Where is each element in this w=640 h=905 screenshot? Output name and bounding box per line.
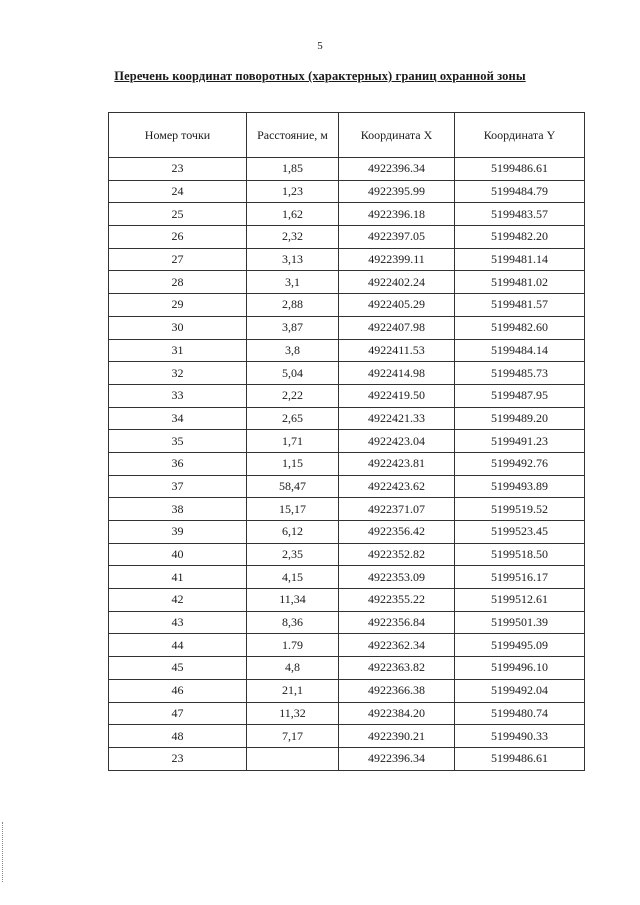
cell-coordinate-y: 5199519.52 — [455, 498, 585, 521]
cell-point-number: 32 — [109, 362, 247, 385]
cell-coordinate-y: 5199484.79 — [455, 180, 585, 203]
cell-distance: 4,15 — [247, 566, 339, 589]
cell-distance: 6,12 — [247, 521, 339, 544]
cell-coordinate-x: 4922411.53 — [339, 339, 455, 362]
cell-distance: 1,15 — [247, 452, 339, 475]
cell-point-number: 44 — [109, 634, 247, 657]
cell-coordinate-x: 4922419.50 — [339, 384, 455, 407]
cell-coordinate-y: 5199518.50 — [455, 543, 585, 566]
cell-point-number: 40 — [109, 543, 247, 566]
cell-point-number: 23 — [109, 158, 247, 181]
table-row — [109, 498, 585, 521]
cell-point-number: 43 — [109, 611, 247, 634]
cell-point-number: 26 — [109, 226, 247, 249]
cell-distance: 1.79 — [247, 634, 339, 657]
cell-coordinate-y: 5199516.17 — [455, 566, 585, 589]
header-point-number: Номер точки — [109, 113, 247, 158]
cell-coordinate-x: 4922407.98 — [339, 316, 455, 339]
cell-point-number: 29 — [109, 294, 247, 317]
table-row — [109, 634, 585, 657]
cell-point-number: 23 — [109, 747, 247, 770]
cell-distance: 3,1 — [247, 271, 339, 294]
cell-coordinate-y: 5199493.89 — [455, 475, 585, 498]
cell-coordinate-y: 5199482.60 — [455, 316, 585, 339]
table-row — [109, 430, 585, 453]
cell-point-number: 28 — [109, 271, 247, 294]
cell-point-number: 24 — [109, 180, 247, 203]
header-distance: Расстояние, м — [247, 113, 339, 158]
cell-coordinate-y: 5199483.57 — [455, 203, 585, 226]
cell-coordinate-y: 5199492.76 — [455, 452, 585, 475]
cell-distance: 1,71 — [247, 430, 339, 453]
cell-coordinate-y: 5199481.14 — [455, 248, 585, 271]
cell-coordinate-x: 4922423.04 — [339, 430, 455, 453]
cell-point-number: 33 — [109, 384, 247, 407]
coordinates-table — [108, 112, 585, 771]
cell-distance: 3,87 — [247, 316, 339, 339]
table-row — [109, 294, 585, 317]
cell-coordinate-x: 4922363.82 — [339, 657, 455, 680]
cell-coordinate-x: 4922423.62 — [339, 475, 455, 498]
cell-distance: 2,22 — [247, 384, 339, 407]
cell-coordinate-y: 5199485.73 — [455, 362, 585, 385]
cell-point-number: 46 — [109, 679, 247, 702]
cell-coordinate-x: 4922421.33 — [339, 407, 455, 430]
cell-distance: 11,34 — [247, 589, 339, 612]
table-row — [109, 384, 585, 407]
cell-point-number: 47 — [109, 702, 247, 725]
page-number: 5 — [317, 40, 323, 52]
table-row — [109, 611, 585, 634]
table-row — [109, 543, 585, 566]
table-header-row — [109, 113, 585, 158]
cell-point-number: 37 — [109, 475, 247, 498]
cell-coordinate-y: 5199490.33 — [455, 725, 585, 748]
cell-coordinate-x: 4922414.98 — [339, 362, 455, 385]
header-coordinate-x: Координата X — [339, 113, 455, 158]
cell-coordinate-y: 5199486.61 — [455, 158, 585, 181]
cell-point-number: 35 — [109, 430, 247, 453]
cell-coordinate-x: 4922396.18 — [339, 203, 455, 226]
cell-coordinate-y: 5199501.39 — [455, 611, 585, 634]
table-row — [109, 203, 585, 226]
cell-coordinate-y: 5199489.20 — [455, 407, 585, 430]
table-row — [109, 271, 585, 294]
cell-coordinate-x: 4922366.38 — [339, 679, 455, 702]
table-row — [109, 339, 585, 362]
cell-point-number: 45 — [109, 657, 247, 680]
cell-point-number: 34 — [109, 407, 247, 430]
table-row — [109, 226, 585, 249]
cell-coordinate-x: 4922390.21 — [339, 725, 455, 748]
cell-distance: 1,85 — [247, 158, 339, 181]
table-row — [109, 657, 585, 680]
cell-coordinate-y: 5199495.09 — [455, 634, 585, 657]
table-row — [109, 589, 585, 612]
cell-coordinate-x: 4922397.05 — [339, 226, 455, 249]
cell-coordinate-y: 5199481.02 — [455, 271, 585, 294]
cell-distance: 2,65 — [247, 407, 339, 430]
cell-distance: 2,88 — [247, 294, 339, 317]
cell-distance: 4,8 — [247, 657, 339, 680]
cell-coordinate-y: 5199491.23 — [455, 430, 585, 453]
cell-point-number: 42 — [109, 589, 247, 612]
cell-distance: 8,36 — [247, 611, 339, 634]
cell-coordinate-x: 4922396.34 — [339, 158, 455, 181]
cell-point-number: 38 — [109, 498, 247, 521]
cell-point-number: 25 — [109, 203, 247, 226]
table-row — [109, 452, 585, 475]
cell-coordinate-x: 4922371.07 — [339, 498, 455, 521]
table-header — [109, 113, 585, 158]
cell-point-number: 41 — [109, 566, 247, 589]
cell-point-number: 30 — [109, 316, 247, 339]
cell-point-number: 48 — [109, 725, 247, 748]
cell-distance: 5,04 — [247, 362, 339, 385]
cell-coordinate-y: 5199496.10 — [455, 657, 585, 680]
cell-coordinate-x: 4922352.82 — [339, 543, 455, 566]
cell-distance — [247, 747, 339, 770]
margin-scan-marks — [2, 822, 6, 882]
cell-coordinate-x: 4922355.22 — [339, 589, 455, 612]
cell-coordinate-y: 5199481.57 — [455, 294, 585, 317]
table-row — [109, 316, 585, 339]
table-row — [109, 158, 585, 181]
table-row — [109, 180, 585, 203]
table-row — [109, 702, 585, 725]
table-row — [109, 362, 585, 385]
cell-coordinate-y: 5199523.45 — [455, 521, 585, 544]
cell-coordinate-y: 5199512.61 — [455, 589, 585, 612]
table-row — [109, 248, 585, 271]
cell-distance: 3,8 — [247, 339, 339, 362]
cell-point-number: 36 — [109, 452, 247, 475]
document-title: Перечень координат поворотных (характерных) границ охранной зоны — [114, 69, 526, 83]
cell-coordinate-x: 4922402.24 — [339, 271, 455, 294]
table-row — [109, 679, 585, 702]
cell-distance: 11,32 — [247, 702, 339, 725]
cell-distance: 1,23 — [247, 180, 339, 203]
cell-point-number: 31 — [109, 339, 247, 362]
cell-coordinate-x: 4922353.09 — [339, 566, 455, 589]
cell-coordinate-y: 5199482.20 — [455, 226, 585, 249]
cell-distance: 2,32 — [247, 226, 339, 249]
table-row — [109, 566, 585, 589]
cell-point-number: 39 — [109, 521, 247, 544]
cell-coordinate-y: 5199486.61 — [455, 747, 585, 770]
cell-distance: 7,17 — [247, 725, 339, 748]
cell-distance: 3,13 — [247, 248, 339, 271]
table-row — [109, 747, 585, 770]
cell-coordinate-x: 4922395.99 — [339, 180, 455, 203]
cell-distance: 15,17 — [247, 498, 339, 521]
table-body — [109, 158, 585, 771]
cell-distance: 1,62 — [247, 203, 339, 226]
header-coordinate-y: Координата Y — [455, 113, 585, 158]
cell-coordinate-x: 4922362.34 — [339, 634, 455, 657]
cell-coordinate-x: 4922399.11 — [339, 248, 455, 271]
cell-coordinate-x: 4922405.29 — [339, 294, 455, 317]
cell-coordinate-x: 4922356.84 — [339, 611, 455, 634]
cell-coordinate-x: 4922396.34 — [339, 747, 455, 770]
table-row — [109, 521, 585, 544]
cell-coordinate-x: 4922384.20 — [339, 702, 455, 725]
cell-coordinate-y: 5199487.95 — [455, 384, 585, 407]
cell-distance: 21,1 — [247, 679, 339, 702]
cell-point-number: 27 — [109, 248, 247, 271]
table-row — [109, 475, 585, 498]
cell-coordinate-y: 5199480.74 — [455, 702, 585, 725]
table-row — [109, 725, 585, 748]
table-row — [109, 407, 585, 430]
cell-coordinate-y: 5199492.04 — [455, 679, 585, 702]
cell-coordinate-x: 4922423.81 — [339, 452, 455, 475]
cell-coordinate-x: 4922356.42 — [339, 521, 455, 544]
cell-distance: 2,35 — [247, 543, 339, 566]
cell-coordinate-y: 5199484.14 — [455, 339, 585, 362]
cell-distance: 58,47 — [247, 475, 339, 498]
